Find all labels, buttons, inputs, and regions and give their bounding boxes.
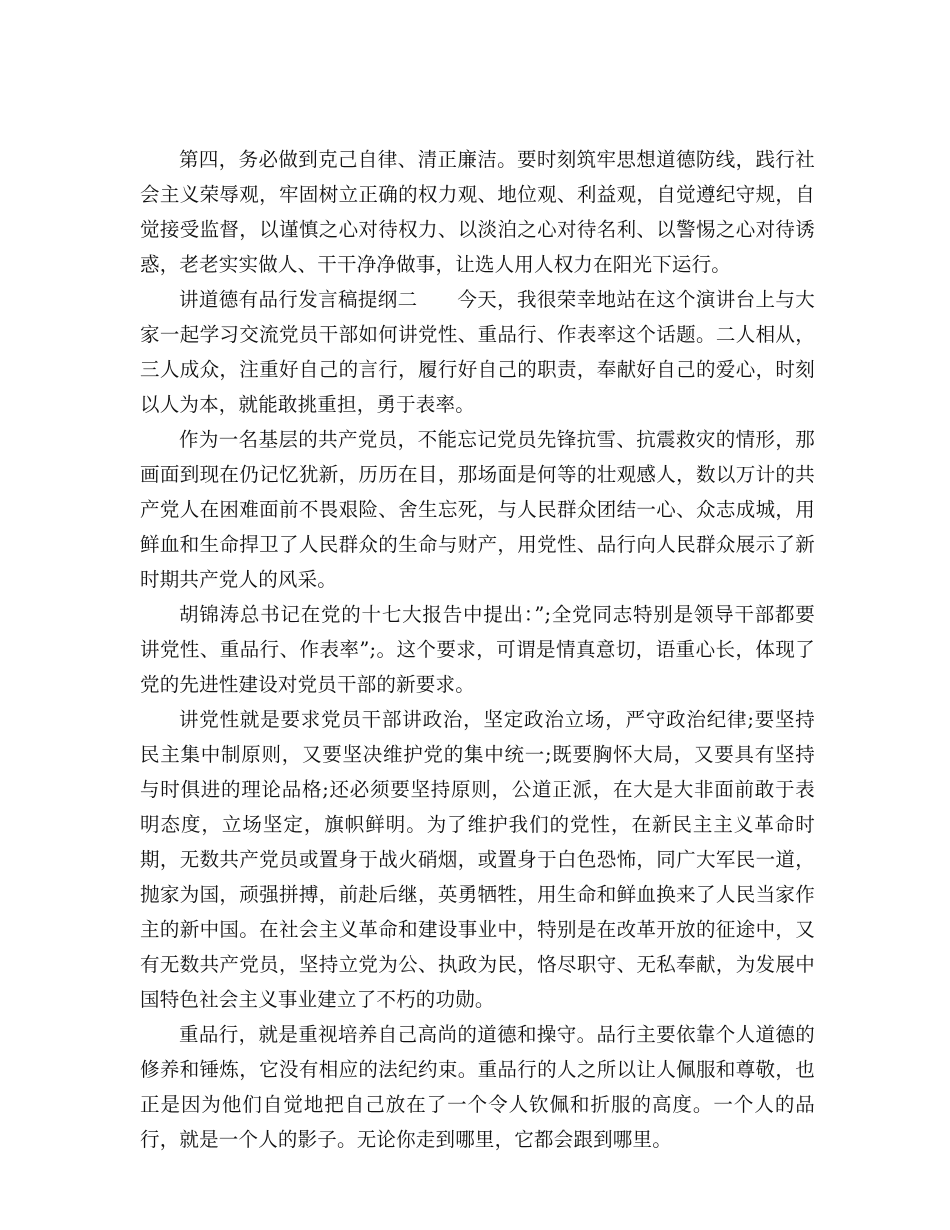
paragraph-1: 第四，务必做到克己自律、清正廉洁。要时刻筑牢思想道德防线，践行社会主义荣辱观，牢固树立正确的权力观、地位观、利益观，自觉遵纪守规，自觉接受监督，以谨慎之心对待权力、以淡泊之心对待名利、以警惕之心对待诱惑，老老实实做人、干干净净做事，让选人用人权力在阳光下运行。 [140, 148, 815, 276]
paragraph-6: 重品行，就是重视培养自己高尚的道德和操守。品行主要依靠个人道德的修养和锤炼，它没有相应的法纪约束。重品行的人之所以让人佩服和尊敬，也正是因为他们自觉地把自己放在了一个令人钦佩和折服的高度。一个人的品行，就是一个人的影子。无论你走到哪里，它都会跟到哪里。 [140, 1023, 815, 1151]
paragraph-5: 讲党性就是要求党员干部讲政治，坚定政治立场，严守政治纪律;要坚持民主集中制原则，又要坚决维护党的集中统一;既要胸怀大局，又要具有坚持与时俱进的理论品格;还必须要坚持原则，公道正派，在大是大非面前敢于表明态度，立场坚定，旗帜鲜明。为了维护我们的党性，在新民主主义革命时期，无数共产党员或置身于战火硝烟，或置身于白色恐怖，同广大军民一道，抛家为国，顽强拼搏，前赴后继，英勇牺牲，用生命和鲜血换来了人民当家作主的新中国。在社会主义革命和建设事业中，特别是在改革开放的征途中，又有无数共产党员，坚持立党为公、执政为民，恪尽职守、无私奉献，为发展中国特色社会主义事业建立了不朽的功勋。 [140, 708, 815, 1011]
document-body [140, 142, 815, 1157]
paragraph-2: 讲道德有品行发言稿提纲二 今天，我很荣幸地站在这个演讲台上与大家一起学习交流党员干部如何讲党性、重品行、作表率这个话题。二人相从，三人成众，注重好自己的言行，履行好自己的职责，奉献好自己的爱心，时刻以人为本，就能敢挑重担，勇于表率。 [140, 288, 815, 416]
paragraph-4: 胡锦涛总书记在党的十七大报告中提出：”;全党同志特别是领导干部都要讲党性、重品行、作表率”;。这个要求，可谓是情真意切，语重心长，体现了党的先进性建设对党员干部的新要求。 [140, 603, 815, 696]
paragraph-3: 作为一名基层的共产党员，不能忘记党员先锋抗雪、抗震救灾的情形，那画面到现在仍记忆犹新，历历在目，那场面是何等的壮观感人，数以万计的共产党人在困难面前不畏艰险、舍生忘死，与人民群众团结一心、众志成城，用鲜血和生命捍卫了人民群众的生命与财产，用党性、品行向人民群众展示了新时期共产党人的风采。 [140, 428, 815, 591]
